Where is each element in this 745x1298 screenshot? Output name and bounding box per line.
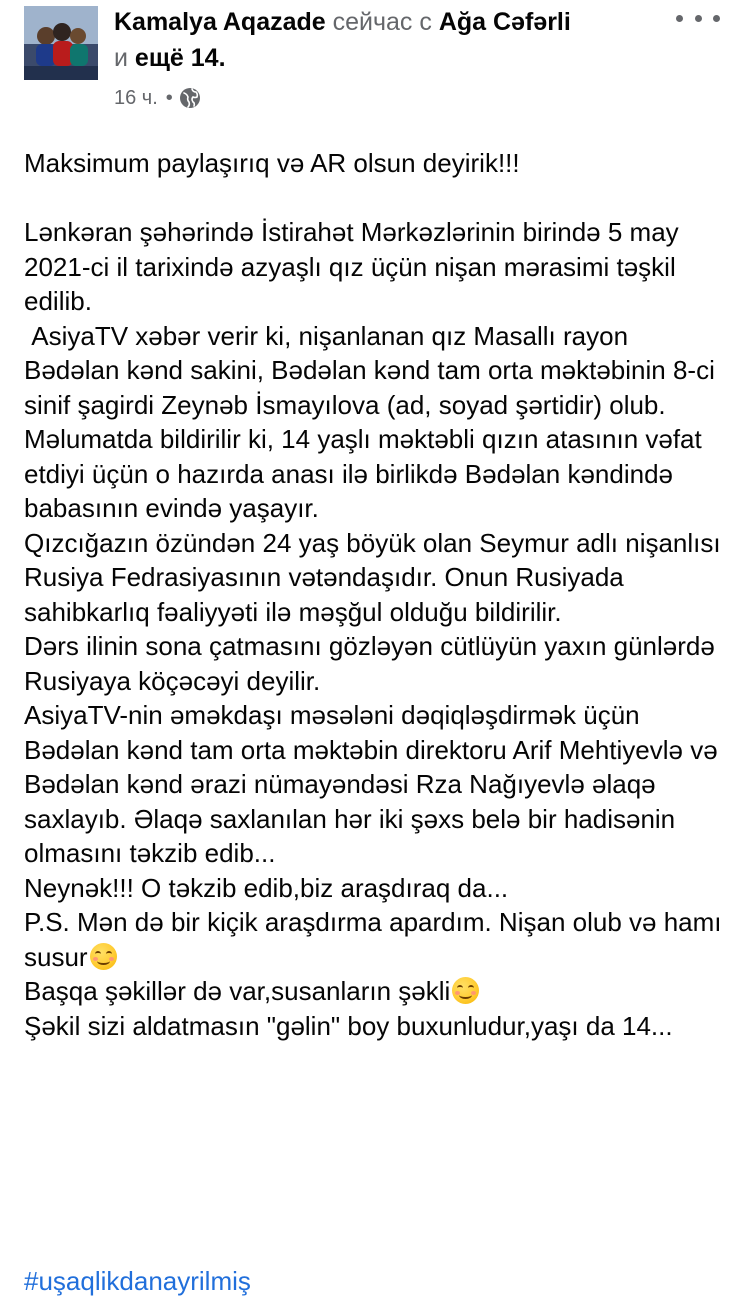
post-paragraph-9 [24, 905, 729, 974]
smiling-face-icon [452, 977, 479, 1004]
more-options-button[interactable] [676, 6, 720, 30]
post-paragraph-3: AsiyaTV xəbər verir ki, nişanlanan qız Masallı rayon Bədəlan kənd sakini, Bədəlan kənd tam orta məktəbinin 8-ci sinif şagirdi Zeynəb İsmayılova (ad, soyad şərtidir) olub. [24, 320, 723, 420]
smiling-face-icon [90, 943, 117, 970]
tagged-person-link[interactable]: Ağa Cəfərli [438, 8, 571, 36]
meta-separator: • [165, 87, 173, 109]
post-paragraph-7: AsiyaTV-nin əməkdaşı məsələni dəqiqləşdirmək üçün Bədəlan kənd tam orta məktəbin direktoru Arif Mehtiyevlə və Bədəlan kənd ərazi nümayəndəsi Rza Nağıyevlə əlaqə saxlayıb. Əlaqə saxlanılan hər iki şəxs belə bir hadisənin olmasını təkzib edib... [24, 700, 725, 868]
and-text: и [114, 44, 128, 72]
post-paragraph-11: Şəkil sizi aldatmasın "gəlin" boy buxunludur,yaşı da 14... [24, 1010, 673, 1041]
avatar-image [24, 6, 98, 80]
post-paragraph-4: Məlumatda bildirilir ki, 14 yaşlı məktəbli qızın atasının vəfat etdiyi üçün o hazırda anası ilə birlikdə Bədəlan kəndində babasının evində yaşayır. [24, 424, 709, 523]
post-blank-line [24, 181, 724, 216]
post-header [0, 0, 745, 120]
post-meta [114, 84, 201, 112]
more-dot [695, 15, 702, 22]
other-photos-text: Başqa şəkillər də var,susanların şəkli [24, 976, 451, 1006]
ps-text: P.S. Mən də bir kiçik araşdırma apardım. Nişan olub və hamı susur [24, 907, 729, 972]
post-timestamp[interactable]: 16 ч. [114, 87, 158, 109]
globe-icon[interactable] [179, 87, 201, 109]
header-period: . [218, 44, 226, 72]
hashtag-link[interactable]: #uşaqlikdanayrilmiş [24, 1266, 251, 1296]
post-body [24, 146, 729, 1043]
post-paragraph-2: Lənkəran şəhərində İstirahət Mərkəzlərinin birində 5 may 2021-ci il tarixində azyaşlı qız üçün nişan mərasimi təşkil edilib. [24, 217, 686, 316]
more-dot [713, 15, 720, 22]
post-paragraph-6: Dərs ilinin sona çatmasını gözləyən cütlüyün yaxın günlərdə Rusiyaya köçəcəyi deyilir. [24, 631, 723, 696]
post-paragraph-10 [24, 974, 724, 1009]
post-author-line [114, 4, 654, 76]
avatar[interactable] [24, 6, 98, 80]
more-dot [676, 15, 683, 22]
post-paragraph-5: Qızcığazın özündən 24 yaş böyük olan Seymur adlı nişanlısı Rusiya Fedrasiyasının vətəndaşıdır. Onun Rusiyada sahibkarlıq fəaliyyəti ilə məşğul olduğu bildirilir. [24, 527, 728, 627]
others-count-link[interactable]: ещё 14 [134, 44, 219, 72]
post-paragraph-8: Neynək!!! O təkzib edib,biz araşdıraq da... [24, 872, 509, 903]
activity-text: сейчас с [332, 8, 432, 36]
author-name-link[interactable]: Kamalya Aqazade [114, 8, 326, 36]
post-line-1: Maksimum paylaşırıq və AR olsun deyirik!!! [24, 148, 520, 178]
